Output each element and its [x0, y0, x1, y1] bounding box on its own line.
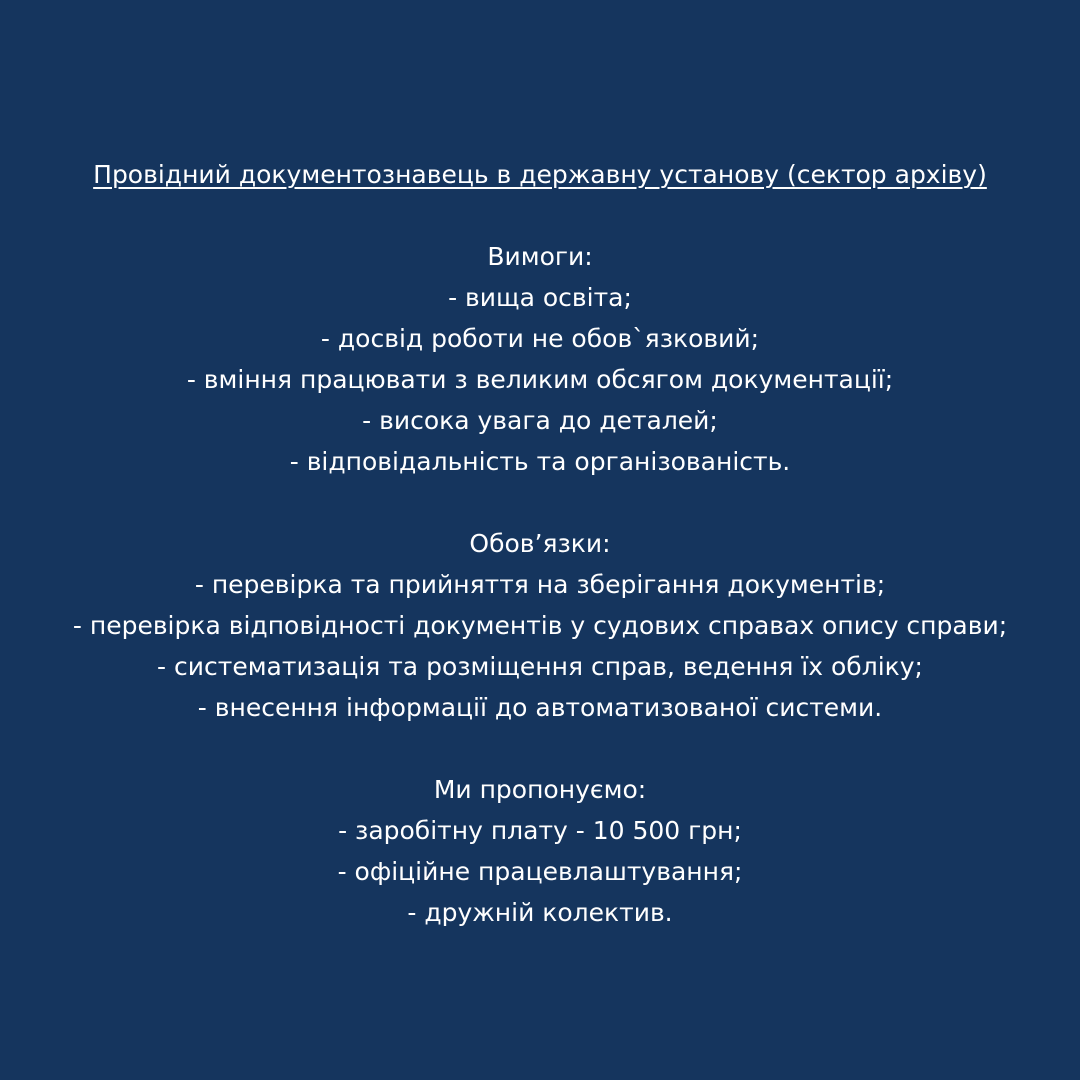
offer-item: - дружній колектив.: [407, 898, 673, 927]
requirement-item: - вища освіта;: [448, 283, 632, 312]
duties-heading: Обов’язки:: [469, 529, 611, 558]
offer-list: [0, 810, 1080, 933]
duties-section: [0, 523, 1080, 728]
requirements-heading: Вимоги:: [487, 242, 593, 271]
requirements-section: [0, 236, 1080, 482]
posting-title: Провідний документознавець в державну установу (сектор архіву): [93, 160, 987, 189]
duty-item: - перевірка та прийняття на зберігання документів;: [194, 570, 886, 599]
duty-item: - внесення інформації до автоматизованої системи.: [197, 693, 883, 722]
requirements-list: [0, 277, 1080, 482]
requirement-item: - відповідальність та організованість.: [289, 447, 791, 476]
posting-content: [0, 154, 1080, 933]
offer-heading: Ми пропонуємо:: [433, 775, 647, 804]
offer-section: [0, 769, 1080, 933]
duties-list: [0, 564, 1080, 728]
duty-item: - перевірка відповідності документів у судових справах опису справи;: [72, 611, 1008, 640]
requirement-item: - досвід роботи не обов`язковий;: [320, 324, 760, 353]
requirement-item: - висока увага до деталей;: [362, 406, 718, 435]
offer-item: - заробітну плату - 10 500 грн;: [338, 816, 742, 845]
duty-item: - систематизація та розміщення справ, ведення їх обліку;: [157, 652, 923, 681]
offer-item: - офіційне працевлаштування;: [337, 857, 743, 886]
requirement-item: - вміння працювати з великим обсягом документації;: [186, 365, 894, 394]
